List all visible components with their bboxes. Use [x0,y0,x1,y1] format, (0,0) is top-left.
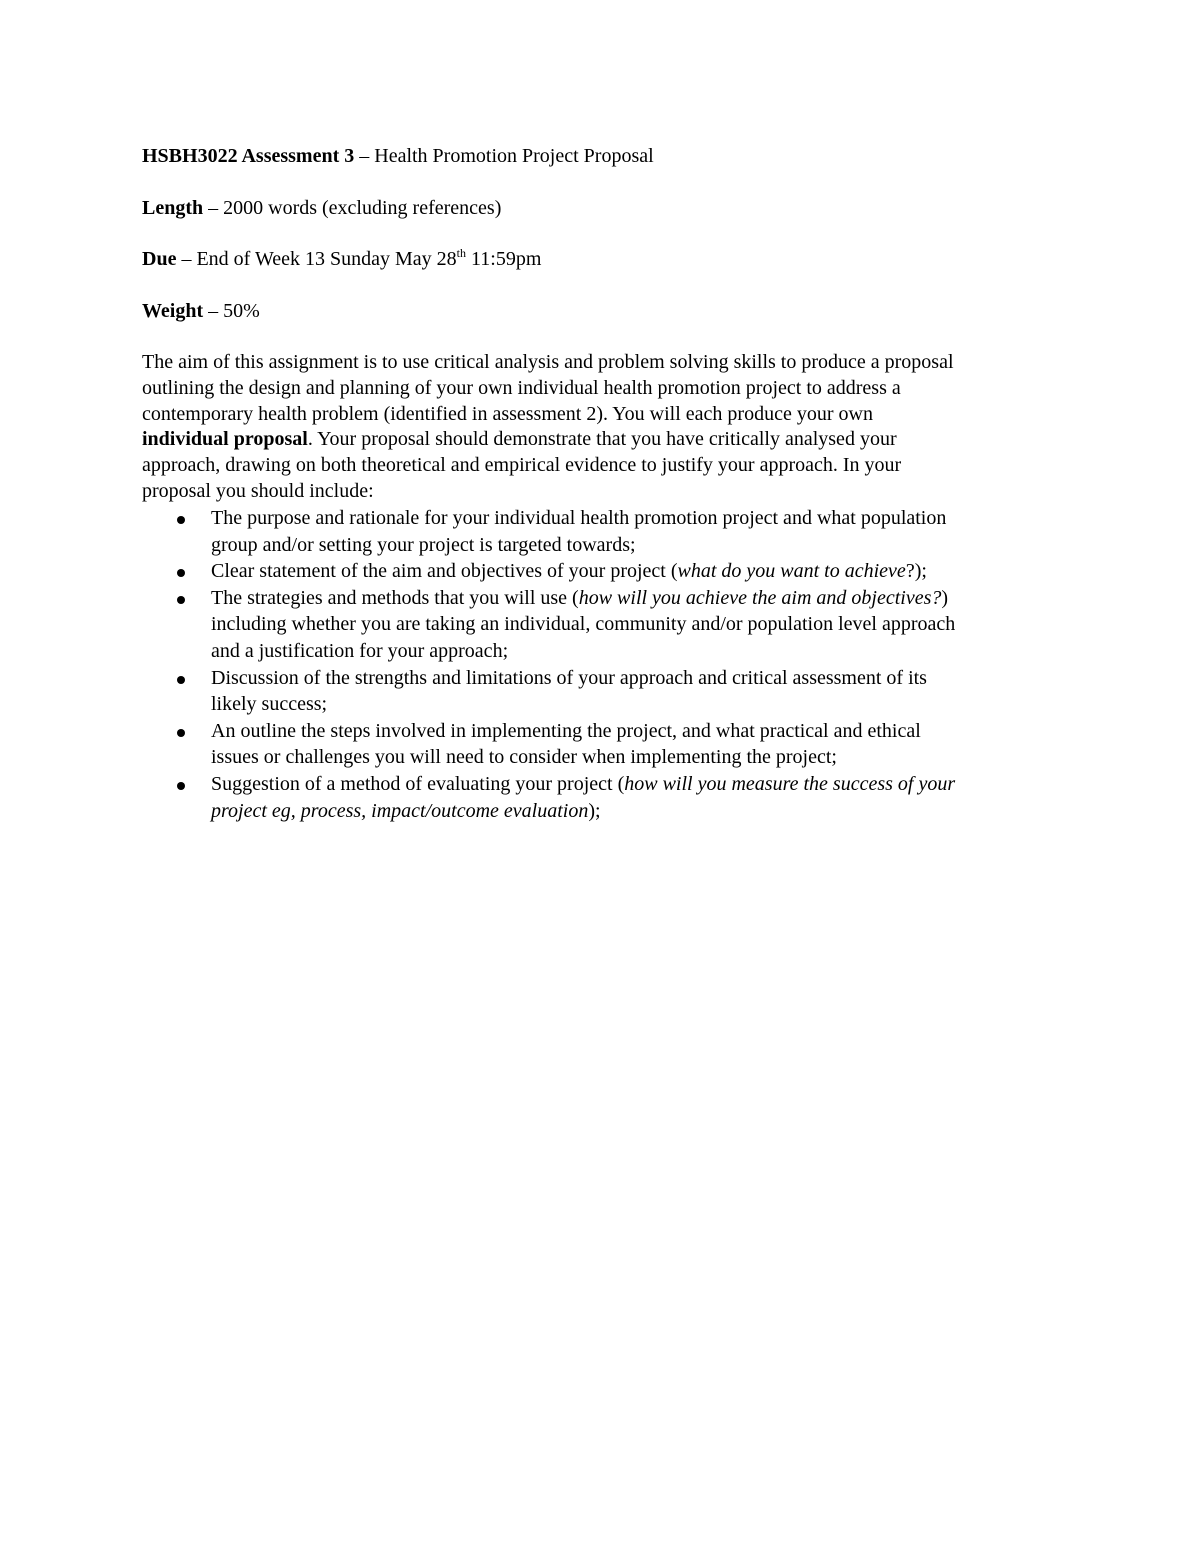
list-item-text [211,798,1072,825]
title-text: – Health Promotion Project Proposal [354,145,654,167]
list-item-text [211,558,1072,585]
intro-line [142,427,1072,453]
intro-line: contemporary health problem (identified in assessment 2). You will each produce your own [142,402,873,425]
requirements-list [142,505,1072,824]
intro-line: proposal you should include: [142,479,374,502]
list-item-text: Discussion of the strengths and limitations of your approach and critical assessment of its [211,666,927,689]
bullet-icon [177,782,185,790]
italic-text: project eg, process, impact/outcome evaluation [211,799,589,822]
text-run: ?); [905,560,927,583]
text-run: The strategies and methods that you will use ( [211,586,579,609]
due-ordinal-suffix: th [456,246,467,260]
weight-label: Weight [142,300,204,322]
due-time: 11:59pm [466,248,542,270]
list-item-text: An outline the steps involved in implementing the project, and what practical and ethical [211,719,921,742]
due-line [142,246,541,272]
list-item [142,505,1072,558]
length-line [142,195,501,221]
list-item-text [211,585,1072,612]
document-title [142,143,654,169]
bullet-icon [177,516,185,524]
bullet-icon [177,596,185,604]
length-label: Length [142,197,204,219]
intro-line: The aim of this assignment is to use critical analysis and problem solving skills to produce a proposal [142,351,954,373]
intro-line: approach, drawing on both theoretical and empirical evidence to justify your approach. In your [142,454,902,477]
bullet-icon [177,569,185,577]
list-item-text: and a justification for your approach; [211,639,509,662]
list-item [142,558,1072,585]
text-run: Clear statement of the aim and objectives of your project ( [211,560,678,583]
text-run: ); [588,799,601,822]
weight-line [142,298,260,324]
due-value: – End of Week 13 Sunday May 28 [176,248,457,270]
intro-line: outlining the design and planning of your own individual health promotion project to address a [142,376,901,399]
bullet-icon [177,729,185,737]
list-item-text [211,771,1072,798]
text-run: Suggestion of a method of evaluating your project ( [211,772,625,795]
list-item [142,585,1072,665]
list-item-text: issues or challenges you will need to consider when implementing the project; [211,746,837,769]
intro-paragraph [142,350,1072,505]
course-code-assessment: HSBH3022 Assessment 3 [142,145,355,167]
text-run: ) [941,586,949,609]
list-item-text: likely success; [211,693,328,716]
list-item [142,771,1072,824]
weight-value: – 50% [203,300,260,322]
individual-proposal-emphasis: individual proposal [142,428,308,451]
italic-text: how will you achieve the aim and objectives? [578,586,942,609]
intro-line-rest: . Your proposal should demonstrate that you have critically analysed your [307,428,897,451]
italic-text: how will you measure the success of your [624,772,956,795]
length-value: – 2000 words (excluding references) [203,197,502,219]
due-label: Due [142,248,177,270]
list-item [142,665,1072,718]
list-item-text: including whether you are taking an individual, community and/or population level approach [211,613,956,636]
list-item [142,718,1072,771]
italic-text: what do you want to achieve [677,560,906,583]
list-item-text: The purpose and rationale for your individual health promotion project and what population [211,507,947,529]
list-item-text: group and/or setting your project is targeted towards; [211,533,636,556]
bullet-icon [177,676,185,684]
